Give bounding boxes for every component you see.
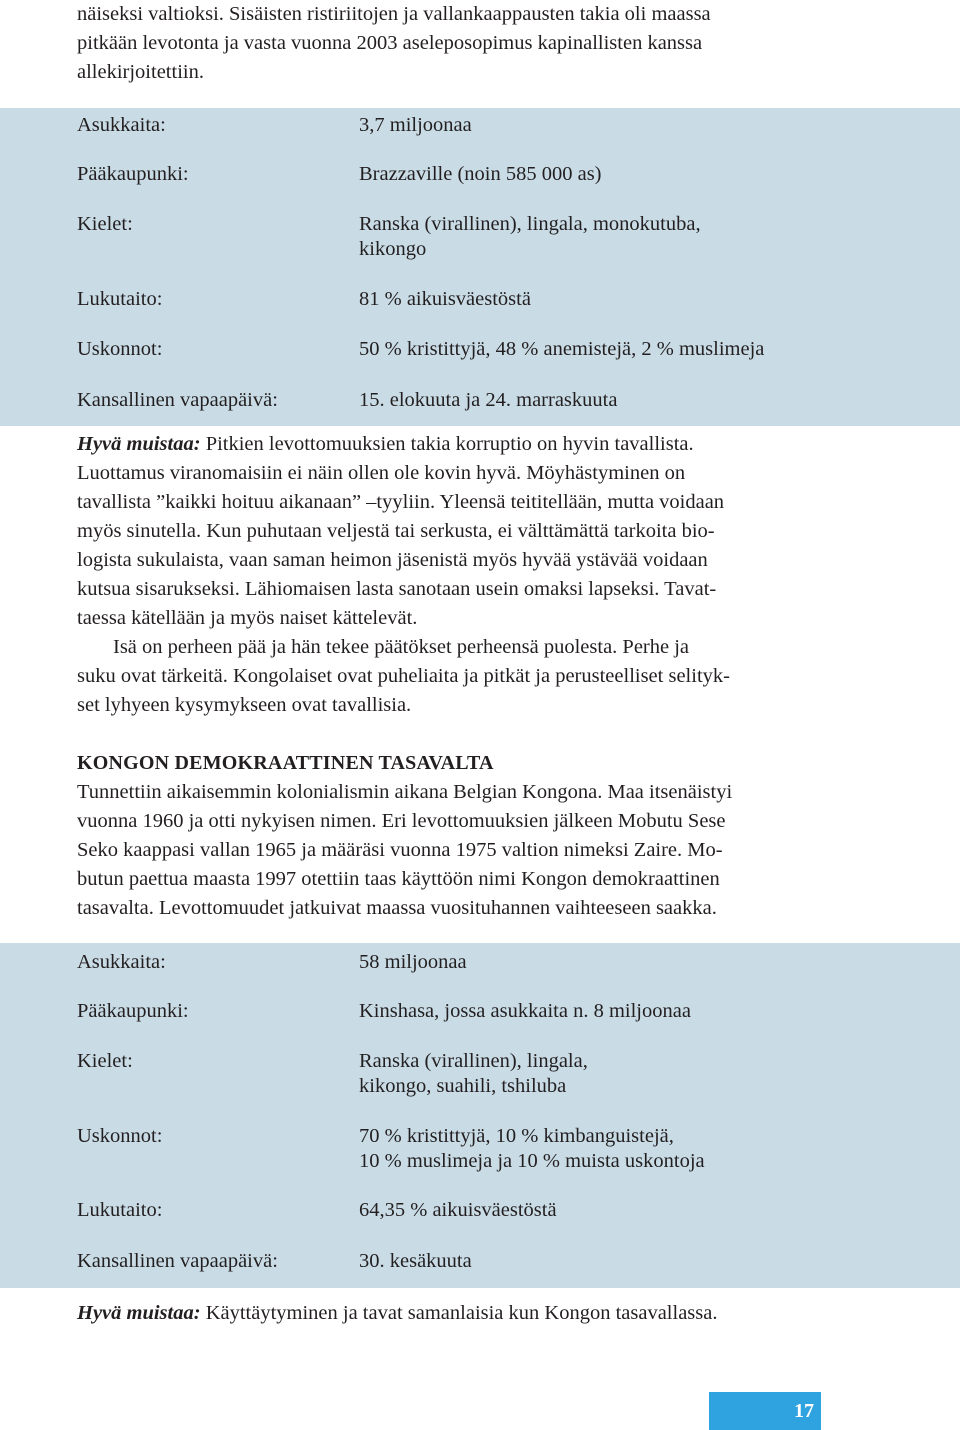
fact-label: Lukutaito: xyxy=(77,1199,163,1221)
text-line: taessa kätellään ja myös naiset kättelevät. xyxy=(77,607,418,629)
drc-fact-box xyxy=(0,943,960,1288)
remember-label: Hyvä muistaa: xyxy=(77,433,201,455)
fact-label: Lukutaito: xyxy=(77,288,163,310)
fact-value: Brazzaville (noin 585 000 as) xyxy=(359,163,602,185)
congo-remember-paragraph xyxy=(77,430,847,720)
fact-label: Uskonnot: xyxy=(77,338,163,360)
fact-value: 64,35 % aikuisväestöstä xyxy=(359,1199,557,1221)
drc-section xyxy=(77,749,847,923)
text-line: Isä on perheen pää ja hän tekee päätökset perheensä puolesta. Perhe ja xyxy=(113,636,690,658)
fact-value: 15. elokuuta ja 24. marraskuuta xyxy=(359,389,618,411)
text-line: Seko kaappasi vallan 1965 ja määräsi vuonna 1975 valtion nimeksi Zaire. Mo- xyxy=(77,839,723,861)
remember-text: Käyttäytyminen ja tavat samanlaisia kun Kongon tasavallassa. xyxy=(200,1302,718,1324)
fact-label: Asukkaita: xyxy=(77,951,166,973)
intro-paragraph xyxy=(77,0,847,87)
fact-value xyxy=(359,1124,705,1174)
section-heading: KONGON DEMOKRAATTINEN TASAVALTA xyxy=(77,752,494,774)
fact-value: 81 % aikuisväestöstä xyxy=(359,288,531,310)
text-line: set lyhyeen kysymykseen ovat tavallisia. xyxy=(77,694,412,716)
text-line: allekirjoitettiin. xyxy=(77,61,204,83)
drc-remember-paragraph xyxy=(77,1299,847,1328)
fact-label: Kielet: xyxy=(77,213,133,235)
text-line: Tunnettiin aikaisemmin kolonialismin aikana Belgian Kongona. Maa itsenäistyi xyxy=(77,781,733,803)
fact-value-line: Ranska (virallinen), lingala, monokutuba, xyxy=(359,213,701,235)
fact-label: Kielet: xyxy=(77,1050,133,1072)
remember-label: Hyvä muistaa: xyxy=(77,1302,201,1324)
fact-value-line: kikongo xyxy=(359,238,427,260)
text-line xyxy=(77,1299,847,1328)
fact-value xyxy=(359,212,701,262)
text-line: tavallista ”kaikki hoituu aikanaan” –tyyliin. Yleensä teititellään, mutta voidaan xyxy=(77,491,725,513)
fact-value-line: 10 % muslimeja ja 10 % muista uskontoja xyxy=(359,1150,705,1172)
fact-label: Uskonnot: xyxy=(77,1125,163,1147)
fact-value: 58 miljoonaa xyxy=(359,951,467,973)
text-line: vuonna 1960 ja otti nykyisen nimen. Eri levottomuuksien jälkeen Mobutu Sese xyxy=(77,810,726,832)
text-line: Luottamus viranomaisiin ei näin ollen ole kovin hyvä. Möyhästyminen on xyxy=(77,462,686,484)
text-line: kutsua sisarukseksi. Lähiomaisen lasta sanotaan usein omaksi lapseksi. Tavat- xyxy=(77,578,717,600)
remember-text: Pitkien levottomuuksien takia korruptio on hyvin tavallista. xyxy=(200,433,694,455)
text-line: tasavalta. Levottomuudet jatkuivat maassa vuosituhannen vaihteeseen saakka. xyxy=(77,897,717,919)
text-line: näiseksi valtioksi. Sisäisten ristiriitojen ja vallankaappausten takia oli maassa xyxy=(77,3,711,25)
fact-label: Pääkaupunki: xyxy=(77,163,189,185)
congo-fact-box xyxy=(0,108,960,426)
fact-label: Pääkaupunki: xyxy=(77,1000,189,1022)
fact-label: Asukkaita: xyxy=(77,114,166,136)
fact-value: 50 % kristittyjä, 48 % anemistejä, 2 % muslimeja xyxy=(359,338,765,360)
fact-value xyxy=(359,1049,588,1099)
fact-value-line: Ranska (virallinen), lingala, xyxy=(359,1050,588,1072)
fact-value-line: 70 % kristittyjä, 10 % kimbanguistejä, xyxy=(359,1125,674,1147)
text-line: suku ovat tärkeitä. Kongolaiset ovat puheliaita ja pitkät ja perusteelliset selityk- xyxy=(77,665,730,687)
fact-value: 30. kesäkuuta xyxy=(359,1250,472,1272)
fact-value: 3,7 miljoonaa xyxy=(359,114,472,136)
text-line: logista sukulaista, vaan saman heimon jäsenistä myös hyvää ystävää voidaan xyxy=(77,549,708,571)
page-number: 17 xyxy=(709,1392,821,1430)
fact-value: Kinshasa, jossa asukkaita n. 8 miljoonaa xyxy=(359,1000,691,1022)
text-line: myös sinutella. Kun puhutaan veljestä tai serkusta, ei välttämättä tarkoita bio- xyxy=(77,520,715,542)
fact-label: Kansallinen vapaapäivä: xyxy=(77,389,278,411)
text-line: pitkään levotonta ja vasta vuonna 2003 aseleposopimus kapinallisten kanssa xyxy=(77,32,703,54)
text-line: butun paettua maasta 1997 otettiin taas käyttöön nimi Kongon demokraattinen xyxy=(77,868,720,890)
text-line xyxy=(77,430,847,459)
fact-value-line: kikongo, suahili, tshiluba xyxy=(359,1075,567,1097)
fact-label: Kansallinen vapaapäivä: xyxy=(77,1250,278,1272)
